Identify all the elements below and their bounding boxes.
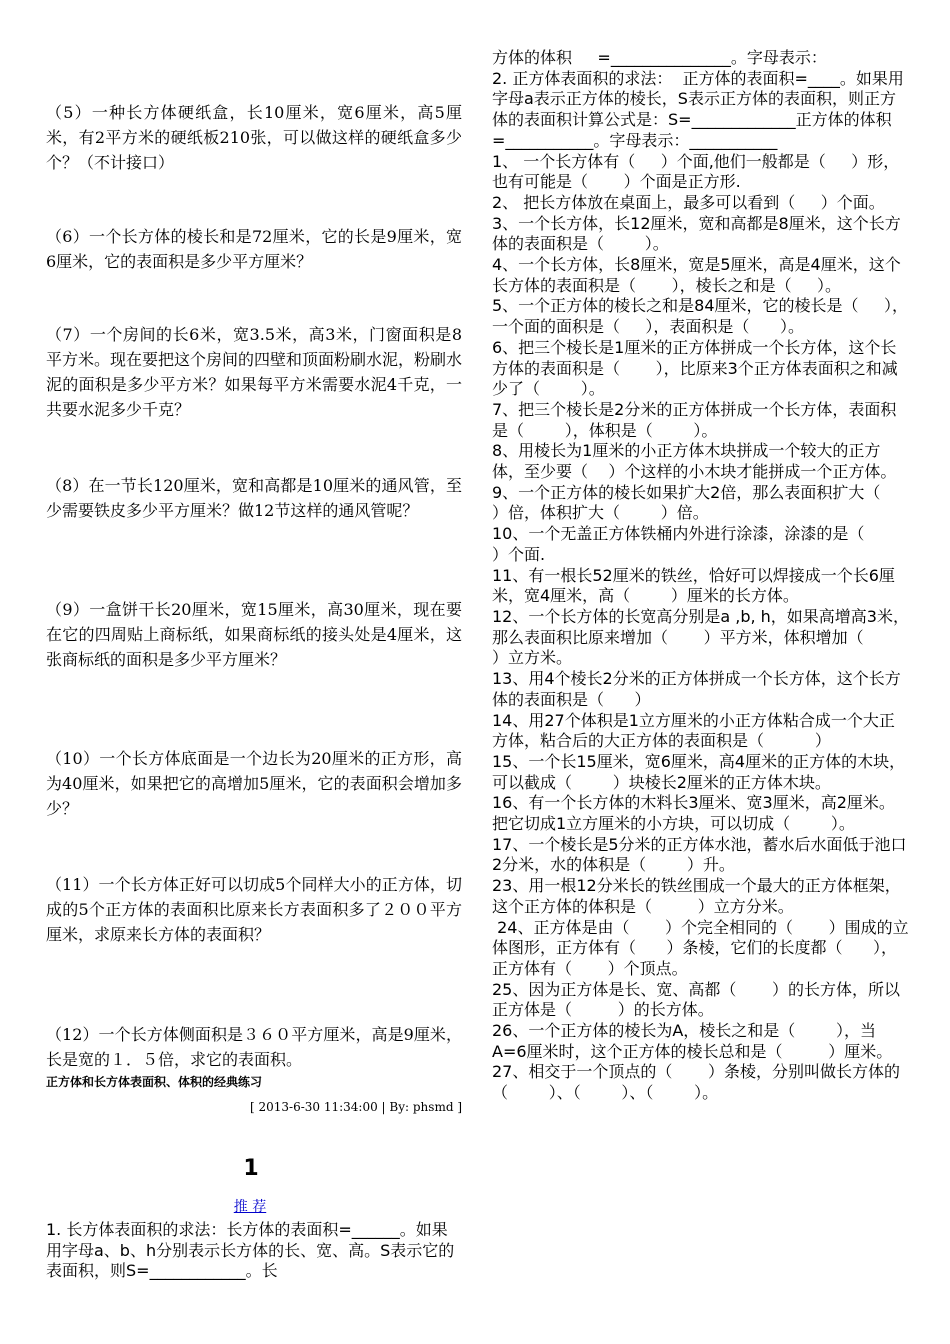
right-line: 16、有一个长方体的木料长3厘米、宽3厘米，高2厘米。把它切成1立方厘米的小方块，可以切成（ ）。	[492, 793, 895, 834]
right-line: 23、用一根12分米长的铁丝围成一个最大的正方体框架，这个正方体的体积是（ ）立方分米。	[492, 876, 901, 916]
item-1: 1. 长方体表面积的求法：长方体的表面积=______。如果用字母a、b、h分别表示长方体的长、宽、高。S表示它的表面积，则S=____________。长	[46, 1220, 455, 1281]
page-number: 1	[243, 1156, 259, 1181]
right-text-flow	[492, 48, 922, 1104]
right-line: 17、一个棱长是5分米的正方体水池，蓄水后水面低于池口2分米，水的体积是（ ）升。	[492, 834, 907, 875]
problem-8: （8）在一节长120厘米，宽和高都是10厘米的通风管，至少需要铁皮多少平方厘米？做12节这样的通风管呢？	[46, 476, 462, 520]
right-line: 24、正方体是由（ ）个完全相同的（ ）围成的立体图形，正方体有（ ）条棱，它们的长度都（ ），正方体有（ ）个顶点。	[492, 917, 909, 978]
article-meta: [ 2013-6-30 11:34:00 | By: phsmd ]	[249, 1100, 462, 1114]
problem-9: （9）一盒饼干长20厘米，宽15厘米，高30厘米，现在要在它的四周贴上商标纸，如果商标纸的接头处是4厘米，这张商标纸的面积是多少平方厘米？	[46, 600, 462, 669]
right-line: 2. 正方体表面积的求法： 正方体的表面积=____。如果用字母a表示正方体的棱长，S表示正方体的表面积，则正方体的表面积计算公式是：S=_____________正方体的体积=___________。字母表示：___________	[492, 68, 904, 150]
right-line: 4、一个长方体，长8厘米，宽是5厘米，高是4厘米，这个长方体的表面积是（ ），棱长之和是（ ）。	[492, 255, 901, 295]
right-line: 2、 把长方体放在桌面上，最多可以看到（ ）个面。	[492, 192, 885, 212]
right-line: 3、一个长方体，长12厘米，宽和高都是8厘米，这个长方体的表面积是（ ）。	[492, 213, 901, 254]
problem-5: （5）一种长方体硬纸盒，长10厘米，宽6厘米，高5厘米，有2平方米的硬纸板210张，可以做这样的硬纸盒多少个？（不计接口）	[46, 103, 462, 172]
right-line: 25、因为正方体是长、宽、高都（ ）的长方体，所以正方体是（ ）的长方体。	[492, 979, 900, 1020]
right-line: 8、用棱长为1厘米的小正方体木块拼成一个较大的正方体，至少要（ ）个这样的小木块才能拼成一个正方体。	[492, 441, 897, 482]
problem-10: （10）一个长方体底面是一个边长为20厘米的正方形，高为40厘米，如果把它的高增加5厘米，它的表面积会增加多少？	[46, 749, 462, 818]
problem-6: （6）一个长方体的棱长和是72厘米，它的长是9厘米，宽6厘米，它的表面积是多少平方厘米？	[46, 227, 462, 271]
problem-12: （12）一个长方体侧面积是３６０平方厘米，高是9厘米，长是宽的１．５倍，求它的表面积。	[46, 1025, 462, 1069]
right-line: 1、 一个长方体有（ ）个面,他们一般都是（ ）形，也有可能是（ ）个面是正方形.	[492, 151, 900, 192]
problem-11: （11）一个长方体正好可以切成5个同样大小的正方体，切成的5个正方体的表面积比原来长方表面积多了２００平方厘米，求原来长方体的表面积？	[46, 875, 462, 944]
problem-7: （7）一个房间的长6米，宽3.5米，高3米，门窗面积是8平方米。现在要把这个房间的四壁和顶面粉刷水泥，粉刷水泥的面积是多少平方米？如果每平方米需要水泥4千克，一共要水泥多少千克？	[46, 325, 463, 419]
right-line: 10、一个无盖正方体铁桶内外进行涂漆，涂漆的是（ ）个面.	[492, 524, 906, 564]
right-line: 14、用27个体积是1立方厘米的小正方体粘合成一个大正方体，粘合后的大正方体的表面积是（ ）	[492, 710, 895, 751]
right-line: 12、一个长方体的长宽高分别是a ,b, h，如果高增高3米，那么表面积比原来增加（ ）平方米，体积增加（ ）立方米。	[492, 606, 910, 668]
right-line: 11、有一根长52厘米的铁丝，恰好可以焊接成一个长6厘米，宽4厘米，高（ ）厘米的长方体。	[492, 565, 895, 606]
right-line: 5、一个正方体的棱长之和是84厘米，它的棱长是（ ），一个面的面积是（ ），表面积是（ ）。	[492, 296, 908, 337]
right-line: 27、相交于一个顶点的（ ）条棱，分别叫做长方体的（ ）、（ ）、（ ）。	[492, 1062, 900, 1103]
right-line: 26、一个正方体的棱长为A，棱长之和是（ ），当A=6厘米时，这个正方体的棱长总和是（ ）厘米。	[492, 1021, 893, 1061]
recommend-link[interactable]: 推 荐	[233, 1199, 267, 1215]
right-line: 方体的体积 =_______________。字母表示：	[492, 48, 827, 67]
right-line: 6、把三个棱长是1厘米的正方体拼成一个长方体，这个长方体的表面积是（ ），比原来3个正方体表面积之和减少了（ ）。	[492, 337, 898, 399]
article-title: 正方体和长方体表面积、体积的经典练习	[46, 1075, 263, 1089]
right-line: 15、一个长15厘米，宽6厘米，高4厘米的正方体的木块，可以截成（ ）块棱长2厘米的正方体木块。	[492, 751, 906, 792]
right-line: 9、一个正方体的棱长如果扩大2倍，那么表面积扩大（ ）倍，体积扩大（ ）倍。	[492, 482, 922, 523]
right-line: 7、把三个棱长是2分米的正方体拼成一个长方体，表面积是（ ），体积是（ ）。	[492, 399, 897, 440]
right-line: 13、用4个棱长2分米的正方体拼成一个长方体，这个长方体的表面积是（ ）	[492, 669, 901, 709]
